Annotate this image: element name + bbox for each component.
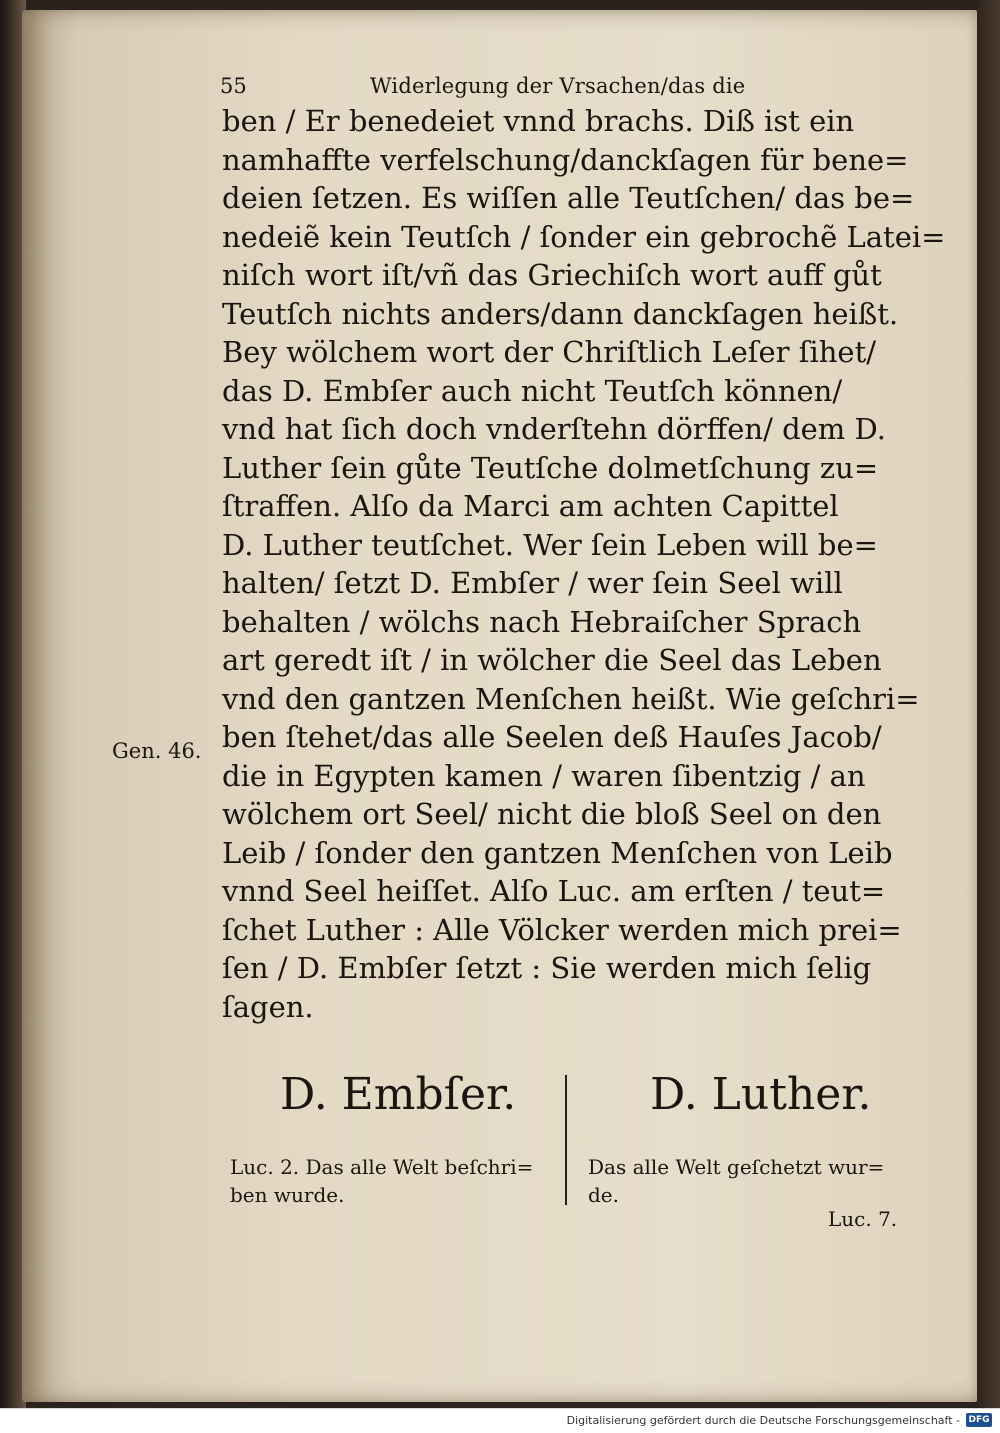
column-divider xyxy=(565,1075,567,1205)
text-line: Leib / ſonder den gantzen Menſchen von Leib xyxy=(222,835,893,870)
text-line: ſagen. xyxy=(222,989,314,1024)
text-line: das D. Embſer auch nicht Teutſch können/ xyxy=(222,373,843,408)
page-number: 55 xyxy=(220,74,247,98)
luther-text-line: Das alle Welt geſchetzt wur= xyxy=(588,1155,885,1179)
comparison-section xyxy=(220,1065,920,1245)
embser-text-line: ben wurde. xyxy=(230,1183,345,1207)
text-line: vnd hat ſich doch vnderſtehn dörffen/ dem D. xyxy=(222,412,886,446)
luther-text xyxy=(588,1153,884,1209)
marginal-note: Gen. 46. xyxy=(112,739,202,763)
text-line: deien ſetzen. Es wiſſen alle Teutſchen/ das be= xyxy=(222,181,915,215)
text-line: vnd den gantzen Menſchen heißt. Wie geſchri= xyxy=(222,681,920,716)
running-head: Widerlegung der Vrsachen/das die xyxy=(370,74,746,98)
heading-embser: D. Embſer. xyxy=(280,1069,517,1120)
main-text-block xyxy=(222,102,946,1026)
text-line: niſch wort iſt/vñ das Griechiſch wort auff gůt xyxy=(222,258,882,292)
page-header xyxy=(220,70,910,102)
text-line: ſtraffen. Alſo da Marci am achten Capittel xyxy=(222,489,839,523)
text-line: wölchem ort Seel/ nicht die bloß Seel on den xyxy=(222,797,882,831)
text-line: namhaffte verfelschung/danckſagen für bene= xyxy=(222,142,909,177)
digitization-footer xyxy=(0,1408,1000,1433)
luther-reference: Luc. 7. xyxy=(828,1207,898,1231)
text-line: ſen / D. Embſer ſetzt : Sie werden mich ſelig xyxy=(222,951,872,985)
heading-luther: D. Luther. xyxy=(650,1069,872,1120)
text-line: nedeiẽ kein Teutſch / ſonder ein gebrochẽ Latei= xyxy=(222,219,946,254)
embser-text-line: Luc. 2. Das alle Welt beſchri= xyxy=(230,1155,534,1179)
text-line: die in Egypten kamen / waren ſibentzig / an xyxy=(222,758,866,793)
dfg-logo: DFG xyxy=(966,1413,992,1427)
text-line: ben / Er benedeiet vnnd brachs. Diß ist ein xyxy=(222,104,855,138)
luther-text-line: de. xyxy=(588,1183,619,1207)
text-line: Luther ſein gůte Teutſche dolmetſchung zu= xyxy=(222,450,879,485)
text-line: Teutſch nichts anders/dann danckſagen heißt. xyxy=(222,296,899,331)
embser-text xyxy=(230,1153,533,1209)
funding-credit: Digitalisierung gefördert durch die Deutsche Forschungsgemeinschaft - xyxy=(566,1414,960,1427)
text-line: Bey wölchem wort der Chriſtlich Leſer ſihet/ xyxy=(222,335,877,369)
book-fore-edge xyxy=(977,0,1000,1408)
text-line: ben ſtehet/das alle Seelen deß Hauſes Jacob/ xyxy=(222,720,882,754)
text-line: ſchet Luther : Alle Völcker werden mich prei= xyxy=(222,912,902,947)
text-line: vnnd Seel heiſſet. Alſo Luc. am erſten / teut= xyxy=(222,874,886,908)
text-line: halten/ ſetzt D. Embſer / wer ſein Seel will xyxy=(222,566,843,600)
text-line: art geredt iſt / in wölcher die Seel das Leben xyxy=(222,643,882,677)
text-line: behalten / wölchs nach Hebraiſcher Sprach xyxy=(222,604,862,639)
text-line: D. Luther teutſchet. Wer ſein Leben will be= xyxy=(222,527,878,562)
